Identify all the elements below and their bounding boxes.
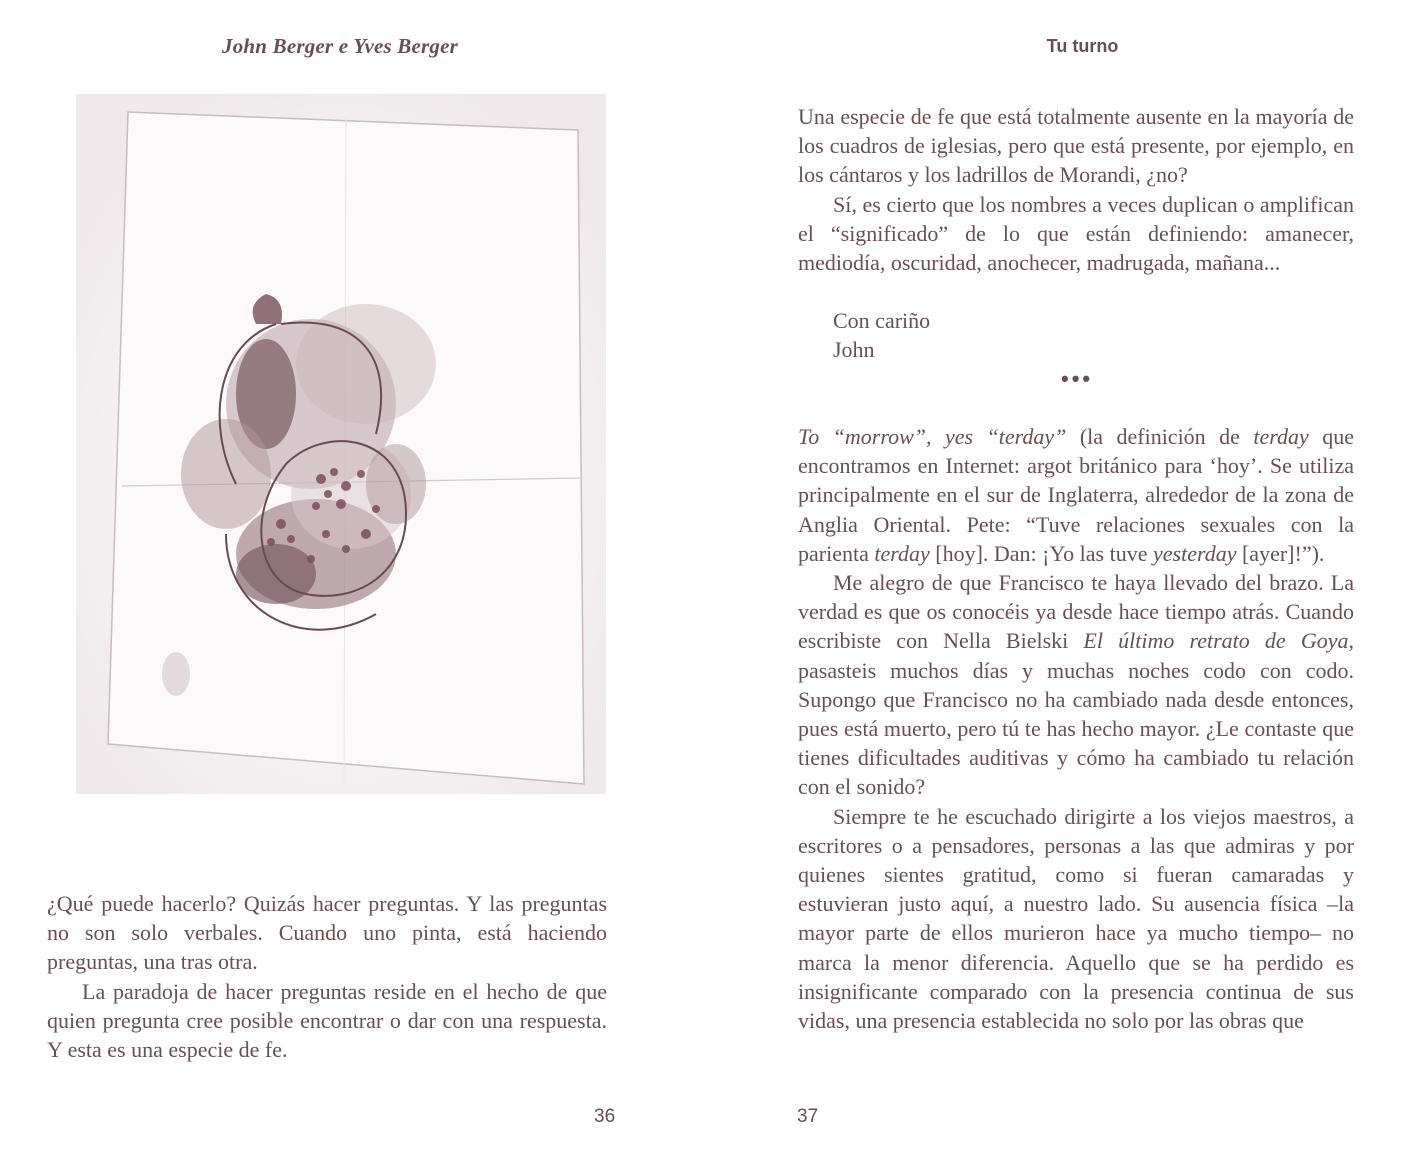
text-run: [hoy]. Dan: ¡Yo las tuve <box>929 540 1153 566</box>
page-number-left: 36 <box>594 1106 616 1127</box>
italic-text: yesterday <box>1153 540 1237 566</box>
paragraph: ¿Qué puede hacerlo? Quizás hacer preguntas. Y las preguntas no son solo verbales. Cuando uno pinta, está haciendo preguntas, una tras otra. <box>47 891 607 975</box>
italic-text: El último retrato de Goya <box>1083 628 1349 654</box>
paragraph: Siempre te he escuchado dirigirte a los viejos maestros, a escritores o a pensadores, personas a las que admiras y por quienes sientes gratitud, como si fueran camaradas y estuvieran justo aquí, a nuestro lado. Su ausencia física –la mayor parte de ellos murieron hace ya mucho tiempo– no marca la menor diferencia. Aquello que se ha perdido es insignificante comparado con la presencia continua de sus vidas, una presencia establecida no solo por las obras que <box>798 803 1354 1034</box>
paragraph <box>798 568 1354 802</box>
closing-salutation: Con cariño <box>833 308 931 333</box>
paragraph <box>798 422 1354 568</box>
letter-closing <box>833 306 930 364</box>
italic-text: terday <box>874 540 930 566</box>
section-separator: ••• <box>1061 366 1094 391</box>
closing-signature: John <box>833 337 875 362</box>
paragraph: La paradoja de hacer preguntas reside en el hecho de que quien pregunta cree posible encontrar o dar con una respuesta. Y esta es una especie de fe. <box>47 978 607 1063</box>
pomegranate-watercolor-illustration <box>76 94 606 794</box>
text-run: que encontramos en Internet: argot británico para ‘hoy’. Se utiliza principalmente en el sur de Inglaterra, alrededor de la zona de Anglia Oriental. Pete: “Tuve relaciones sexuales con la parienta <box>798 424 1354 566</box>
paragraph: Sí, es cierto que los nombres a veces duplican o amplifican el “significado” de lo que están definiendo: amanecer, mediodía, oscuridad, anochecer, madrugada, mañana... <box>798 191 1354 276</box>
text-run: Me alegro de que Francisco te haya llevado del brazo. La verdad es que os conocéis ya desde hace tiempo atrás. Cuando escribiste con Nella Bielski <box>798 570 1354 654</box>
running-head-left: John Berger e Yves Berger <box>222 34 458 58</box>
text-run: (la definición de <box>1066 424 1254 449</box>
right-body-top-text <box>798 102 1354 277</box>
pomegranate-drawing <box>76 94 606 794</box>
text-run: [ayer]!”). <box>1236 540 1325 566</box>
left-body-text <box>47 889 607 1064</box>
right-page <box>708 0 1417 1163</box>
italic-text: To “morrow”, yes “terday” <box>798 424 1067 449</box>
italic-text: terday <box>1253 424 1309 449</box>
page-number-right: 37 <box>797 1106 819 1127</box>
text-run: , pasasteis muchos días y muchas noches codo con codo. Supongo que Francisco no ha cambiado nada desde entonces, pues está muerto, pero tú te has hecho mayor. ¿Le contaste que tienes dificultades auditivas y cómo ha cambiado tu relación con el sonido? <box>798 628 1354 800</box>
right-body-main-text <box>798 422 1354 1035</box>
running-head-right: Tu turno <box>1046 36 1119 56</box>
left-page <box>0 0 708 1163</box>
paragraph: Una especie de fe que está totalmente ausente en la mayoría de los cuadros de iglesias, pero que está presente, por ejemplo, en los cántaros y los ladrillos de Morandi, ¿no? <box>798 104 1354 188</box>
